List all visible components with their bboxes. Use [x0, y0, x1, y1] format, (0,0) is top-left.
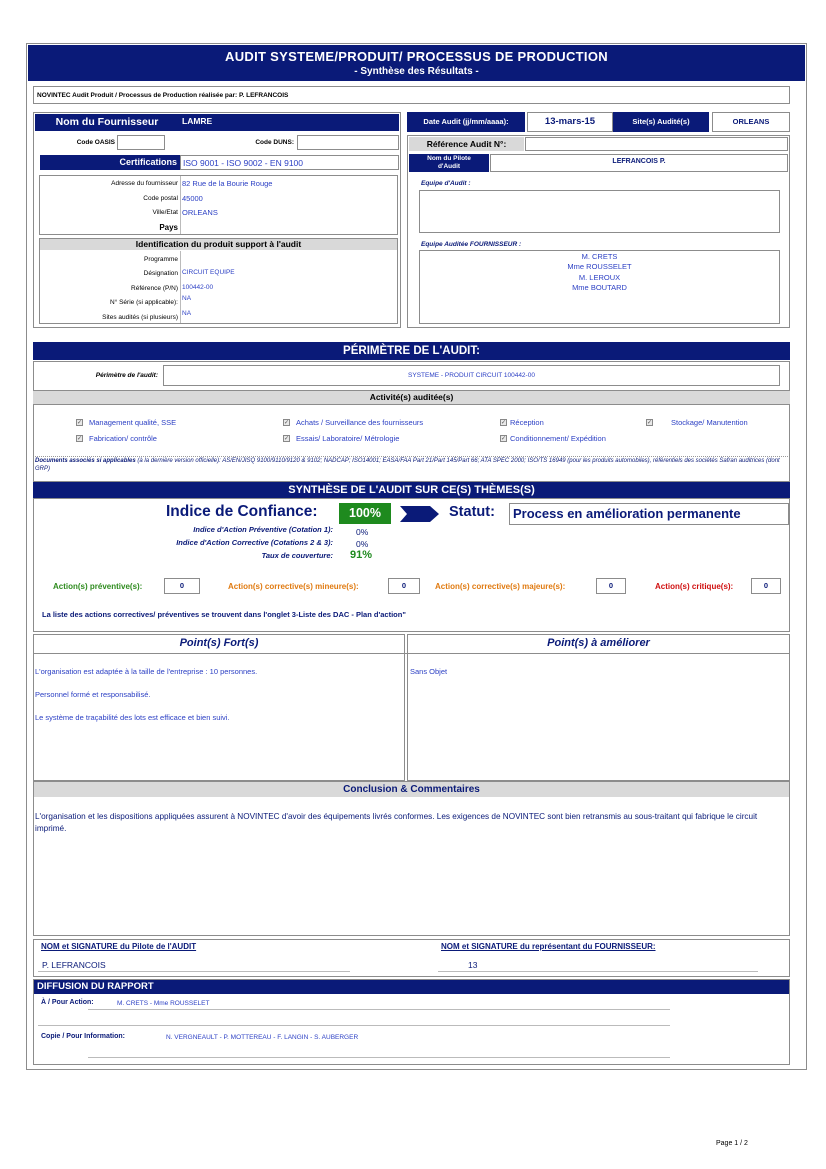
activity-label: Réception — [510, 418, 544, 427]
oasis-field[interactable] — [117, 135, 165, 150]
activity-item[interactable] — [76, 418, 176, 427]
supplier-signature-label: NOM et SIGNATURE du représentant du FOURNISSEUR: — [441, 942, 656, 951]
oasis-label: Code OASIS — [76, 139, 115, 146]
supplier-team-member: M. CRETS — [581, 252, 618, 261]
reference-label: Référence (P/N) — [131, 285, 178, 292]
activity-item[interactable] — [76, 434, 157, 443]
pilot-value: LEFRANCOIS P. — [490, 154, 788, 172]
checkbox-icon[interactable]: ✓ — [647, 420, 653, 426]
team-field[interactable] — [419, 190, 780, 233]
perimetre-title: PÉRIMÈTRE DE L'AUDIT: — [33, 342, 790, 360]
city-value: ORLEANS — [182, 208, 218, 217]
synthese-title: SYNTHÈSE DE L'AUDIT SUR CE(S) THÈMES(S) — [33, 482, 790, 498]
perimetre-field — [163, 365, 780, 386]
synthese-note: La liste des actions correctives/ préventives se trouvent dans l'onglet 3-Liste des DAC - Plan d'action" — [42, 610, 406, 619]
address-divider — [180, 176, 181, 234]
action-critique-value[interactable]: 0 — [751, 578, 781, 594]
conclusion-title: Conclusion & Commentaires — [34, 782, 789, 797]
statut-label: Statut: — [449, 504, 495, 520]
docs-text: (à la dernière version officielle): AS/EN/JISQ 9100/9110/9120 & 9102; NADCAP; ISO14001; EASA/FAA Part 21/Part 145/Part 66; ATA SPEC 2000; ISO/TS 16949 (pour les produits automobiles), référentiels des sociétés Safran auditrices (dont GRP) — [35, 458, 780, 472]
checkbox-icon[interactable]: ✓ — [77, 436, 83, 442]
pilot-signature-value: P. LEFRANCOIS — [42, 960, 106, 970]
activity-item[interactable] — [500, 434, 606, 443]
realisation-text: NOVINTEC Audit Produit / Processus de Production réalisée par: P. LEFRANCOIS — [37, 92, 289, 99]
action-mineure-value[interactable]: 0 — [388, 578, 420, 594]
activity-label: Stockage/ Manutention — [671, 418, 748, 427]
confiance-label: Indice de Confiance: — [166, 503, 318, 520]
activity-item[interactable] — [283, 418, 423, 427]
points-ameliorer-title: Point(s) à améliorer — [547, 637, 650, 649]
checkbox-icon[interactable]: ✓ — [77, 420, 83, 426]
certifications-label: Certifications — [40, 155, 180, 170]
action-value: M. CRETS - Mme ROUSSELET — [117, 1000, 210, 1007]
site-value: ORLEANS — [712, 112, 790, 132]
confiance-value: 100% — [339, 503, 391, 524]
activity-item[interactable] — [500, 418, 544, 427]
corrective-label: Indice d'Action Corrective (Cotations 2 & 3): — [176, 538, 333, 547]
ref-field[interactable] — [525, 137, 788, 151]
statut-value: Process en amélioration permanente — [509, 503, 789, 525]
country-label: Pays — [159, 223, 178, 232]
realisation-box — [33, 86, 790, 104]
activity-label: Fabrication/ contrôle — [89, 434, 157, 443]
supplier-signature-line — [438, 971, 758, 972]
ref-label: Référence Audit N°: — [409, 137, 524, 151]
copie-value: N. VERGNEAULT - P. MOTTEREAU - F. LANGIN - S. AUBERGER — [166, 1034, 359, 1041]
city-label: Ville/Etat — [152, 209, 178, 216]
activity-item[interactable] — [646, 418, 748, 427]
conclusion-box — [33, 781, 790, 936]
point-fort-item: Personnel formé et responsabilisé. — [35, 690, 151, 699]
address-value: 82 Rue de la Bourie Rouge — [182, 179, 273, 188]
point-ameliorer-item: Sans Objet — [410, 667, 448, 676]
perimetre-value: SYSTEME - PRODUIT CIRCUIT 100442-00 — [408, 372, 535, 379]
date-label: Date Audit (jj/mm/aaaa): — [407, 112, 525, 132]
action-preventive-value[interactable]: 0 — [164, 578, 200, 594]
site-label: Site(s) Audité(s) — [613, 112, 709, 132]
serie-label: N° Série (si applicable): — [110, 299, 178, 306]
pilot-signature-line — [38, 971, 350, 972]
team-label: Equipe d'Audit : — [421, 180, 471, 187]
reference-value: 100442-00 — [182, 284, 214, 291]
supplier-team-member: M. LEROUX — [578, 272, 621, 282]
supplier-signature-value: 13 — [468, 960, 478, 970]
activity-label: Essais/ Laboratoire/ Métrologie — [296, 434, 400, 443]
postal-value: 45000 — [182, 194, 203, 203]
action-preventive-label: Action(s) préventive(s): — [53, 582, 143, 591]
title-banner — [28, 45, 805, 81]
point-fort-item: Le système de traçabilité des lots est efficace et bien suivi. — [35, 713, 230, 722]
points-forts-box — [33, 634, 405, 781]
diffusion-title: DIFFUSION DU RAPPORT — [34, 980, 789, 994]
sites-label: Sites audités (si plusieurs) — [102, 314, 178, 321]
checkbox-icon[interactable]: ✓ — [284, 436, 290, 442]
corrective-value: 0% — [356, 539, 369, 549]
page-number: Page 1 / 2 — [716, 1140, 748, 1147]
copie-label: Copie / Pour Information: — [41, 1033, 125, 1040]
activity-label: Management qualité, SSE — [89, 418, 177, 427]
activities-title: Activité(s) auditée(s) — [33, 391, 790, 404]
supplier-name: LAMRE — [179, 114, 399, 131]
supplier-team-label: Equipe Auditée FOURNISSEUR : — [421, 241, 522, 248]
checkbox-icon[interactable]: ✓ — [284, 420, 290, 426]
action-label: À / Pour Action: — [41, 999, 94, 1006]
checkbox-icon[interactable]: ✓ — [501, 436, 507, 442]
point-fort-item: L'organisation est adaptée à la taille de l'entreprise : 10 personnes. — [35, 667, 258, 676]
checkbox-icon[interactable]: ✓ — [501, 420, 507, 426]
product-block — [39, 238, 398, 324]
points-forts-title: Point(s) Fort(s) — [179, 637, 259, 649]
address-label: Adresse du fournisseur — [111, 180, 178, 187]
programme-label: Programme — [144, 256, 178, 263]
product-divider — [180, 251, 181, 323]
preventive-label: Indice d'Action Préventive (Cotation 1): — [193, 525, 333, 534]
couverture-label: Taux de couverture: — [261, 551, 333, 560]
certifications-field — [180, 155, 399, 170]
postal-label: Code postal — [143, 195, 178, 202]
duns-field[interactable] — [297, 135, 399, 150]
page-subtitle: - Synthèse des Résultats - — [354, 66, 479, 77]
docs-label: Documents associés si applicables — [35, 458, 136, 464]
action-majeure-label: Action(s) corrective(s) majeure(s): — [435, 582, 566, 591]
sites-value: NA — [182, 310, 192, 317]
supplier-team-member: Mme BOUTARD — [572, 283, 627, 293]
page-title: AUDIT SYSTEME/PRODUIT/ PROCESSUS DE PRODUCTION — [225, 49, 608, 64]
docs-line — [35, 456, 788, 473]
action-line — [88, 1009, 670, 1010]
serie-value: NA — [182, 295, 192, 302]
date-value: 13-mars-15 — [527, 112, 613, 132]
supplier-name-label: Nom du Fournisseur — [35, 114, 179, 131]
perimetre-label: Périmètre de l'audit: — [95, 372, 158, 379]
certifications-value: ISO 9001 - ISO 9002 - EN 9100 — [183, 158, 304, 168]
copie-line — [88, 1057, 670, 1058]
conclusion-text: L'organisation et les dispositions appliquées assurent à NOVINTEC d'avoir des équipements livrés conformes. Les exigences de NOVINTEC sont bien retransmis au sous-traitant qui fabrique le circuit imprimé. — [35, 812, 758, 833]
product-title: Identification du produit support à l'audit — [40, 239, 397, 250]
activity-label: Achats / Surveillance des fournisseurs — [296, 418, 424, 427]
preventive-value: 0% — [356, 527, 369, 537]
activity-item[interactable] — [283, 434, 399, 443]
pilot-label: Nom du Pilote d'Audit — [409, 154, 489, 172]
action-line-2 — [38, 1025, 670, 1026]
designation-value: CIRCUIT EQUIPE — [182, 269, 235, 276]
supplier-team-list — [419, 252, 780, 294]
designation-label: Désignation — [143, 270, 178, 277]
points-ameliorer-box — [407, 634, 790, 781]
couverture-value: 91% — [350, 549, 373, 561]
supplier-team-member: Mme ROUSSELET — [567, 262, 632, 272]
duns-label: Code DUNS: — [255, 139, 294, 146]
points-header-line — [33, 653, 790, 654]
action-majeure-value[interactable]: 0 — [596, 578, 626, 594]
action-critique-label: Action(s) critique(s): — [655, 582, 734, 591]
activity-label: Conditionnement/ Expédition — [510, 434, 606, 443]
arrow-icon — [400, 505, 440, 523]
action-mineure-label: Action(s) corrective(s) mineure(s): — [228, 582, 359, 591]
pilot-signature-label: NOM et SIGNATURE du Pilote de l'AUDIT — [41, 942, 197, 951]
